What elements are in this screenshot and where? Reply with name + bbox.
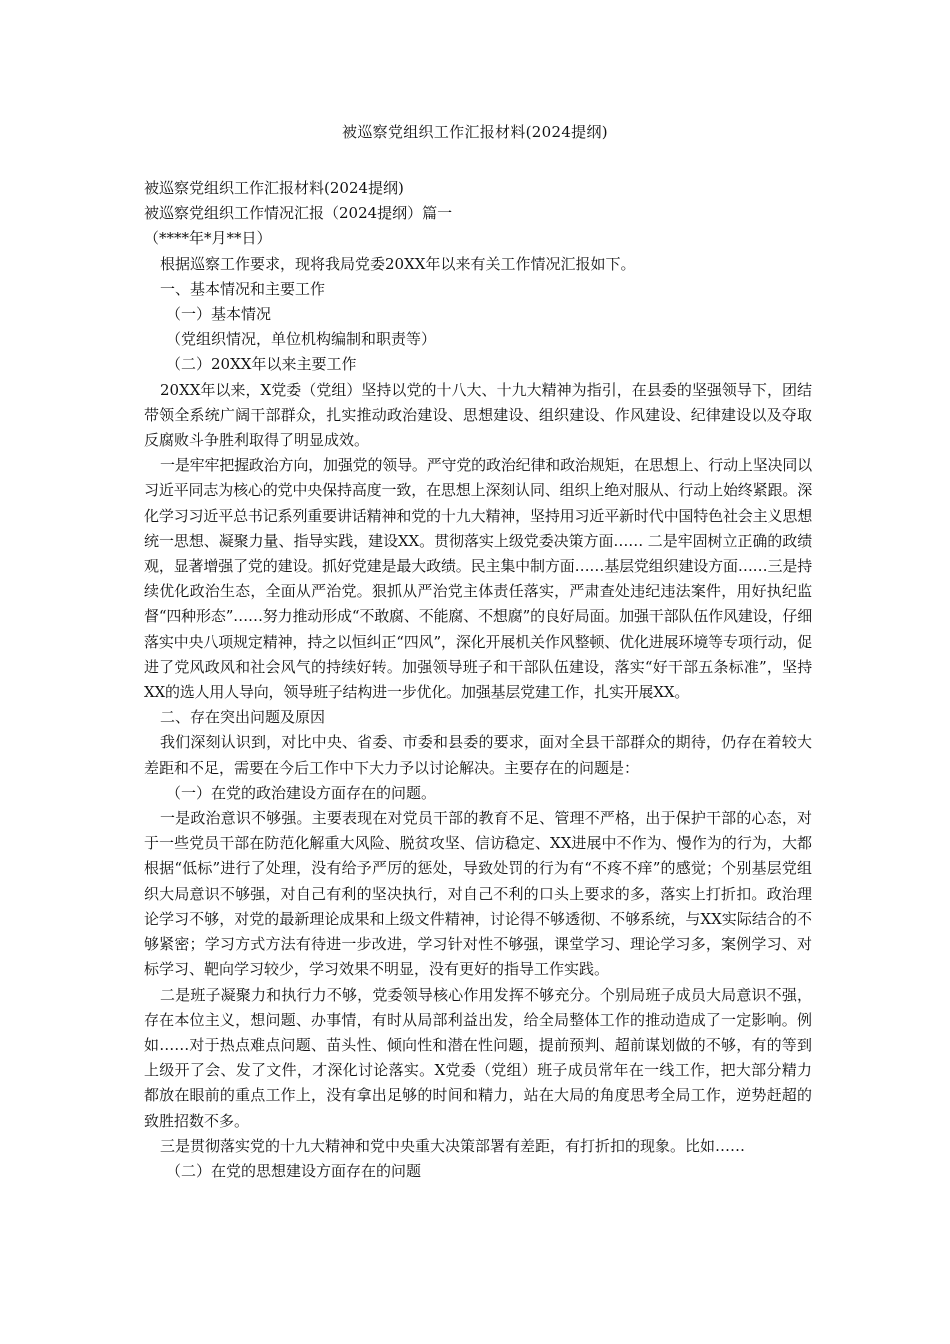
paragraph-political-awareness: 一是政治意识不够强。主要表现在对党员干部的教育不足、管理不严格，出于保护干部的心态，对于一些党员干部在防范化解重大风险、脱贫攻坚、信访稳定、XX进展中不作为、慢作为的行为，大都根据“低标”进行了处理，没有给予严厉的惩处，导致处罚的行为有“不疼不痒”的感觉；个别基层党组织大局意识不够强，对自己有利的坚决执行，对自己不利的口头上要求的多，落实上打折扣。政治理论学习不够，对党的最新理论成果和上级文件精神，讨论得不够透彻、不够系统，与XX实际结合的不够紧密；学习方式方法有待进一步改进，学习针对性不够强，课堂学习、理论学习多，案例学习、对标学习、靶向学习较少，学习效果不明显，没有更好的指导工作实践。 — [144, 809, 812, 979]
section-heading-2: 二、存在突出问题及原因 — [160, 708, 326, 727]
section-heading-1: 一、基本情况和主要工作 — [160, 279, 326, 298]
paragraph-team-cohesion: 二是班子凝聚力和执行力不够，党委领导核心作用发挥不够充分。个别局班子成员大局意识不强，存在本位主义，想问题、办事情，有时从局部利益出发，给全局整体工作的推动造成了一定影响。例如……对于热点难点问题、苗头性、倾向性和潜在性问题，提前预判、超前谋划做的不够，有的等到上级开了会、发了文件，才深化讨论落实。X党委（党组）班子成员常年在一线工作，把大部分精力都放在眼前的重点工作上，没有拿出足够的时间和精力，站在大局的角度思考全局工作，逆势赶超的致胜招数不多。 — [144, 985, 812, 1130]
subsection-heading-1-1: （一）基本情况 — [166, 305, 272, 324]
paragraph-problems-intro: 我们深刻认识到，对比中央、省委、市委和县委的要求，面对全县干部群众的期待，仍存在着较大差距和不足，需要在今后工作中下大力予以讨论解决。主要存在的问题是： — [144, 733, 812, 777]
paragraph-political-direction: 一是牢牢把握政治方向，加强党的领导。严守党的政治纪律和政治规矩，在思想上、行动上坚决同以习近平同志为核心的党中央保持高度一致，在思想上深刻认同、组织上绝对服从、行动上始终紧跟。深化学习习近平总书记系列重要讲话精神和党的十九大精神，坚持用习近平新时代中国特色社会主义思想统一思想、凝聚力量、指导实践，建设XX。贯彻落实上级党委决策方面…… 二是牢固树立正确的政绩观，显著增强了党的建设。抓好党建是最大政绩。民主集中制方面……基层党组织建设方面……三是持续优化政治生态，全面从严治党。狠抓从严治党主体责任落实，严肃查处违纪违法案件，用好执纪监督“四种形态”……努力推动形成“不敢腐、不能腐、不想腐”的良好局面。加强干部队伍作风建设，仔细落实中央八项规定精神，持之以恒纠正“四风”，深化开展机关作风整顿、优化进展环境等专项行动，促进了党风政风和社会风气的持续好转。加强领导班子和干部队伍建设，落实“好干部五条标准”，坚持XX的选人用人导向，领导班子结构进一步优化。加强基层党建工作，扎实开展XX。 — [144, 456, 812, 702]
document-body — [144, 176, 812, 1184]
paragraph-report-title: 被巡察党组织工作情况汇报（2024提纲）篇一 — [144, 204, 453, 223]
paragraph-date: （****年*月**日） — [144, 229, 272, 248]
subsection-heading-1-2: （二）20XX年以来主要工作 — [166, 355, 357, 374]
paragraph-heading-repeat: 被巡察党组织工作汇报材料(2024提纲) — [144, 179, 404, 197]
paragraph-org-info: （党组织情况，单位机构编制和职责等） — [166, 330, 437, 349]
subsection-heading-2-2: （二）在党的思想建设方面存在的问题 — [166, 1161, 422, 1180]
paragraph-implementation-gap: 三是贯彻落实党的十九大精神和党中央重大决策部署有差距，有打折扣的现象。比如…… — [160, 1136, 746, 1155]
paragraph-intro: 根据巡察工作要求，现将我局党委20XX年以来有关工作情况汇报如下。 — [160, 254, 636, 273]
document-title: 被巡察党组织工作汇报材料(2024提纲) — [342, 123, 608, 141]
subsection-heading-2-1: （一）在党的政治建设方面存在的问题。 — [166, 783, 437, 802]
paragraph-main-work: 20XX年以来，X党委（党组）坚持以党的十八大、十九大精神为指引，在县委的坚强领导下，团结带领全系统广阔干部群众，扎实推动政治建设、思想建设、组织建设、作风建设、纪律建设以及夺取反腐败斗争胜利取得了明显成效。 — [144, 380, 812, 450]
